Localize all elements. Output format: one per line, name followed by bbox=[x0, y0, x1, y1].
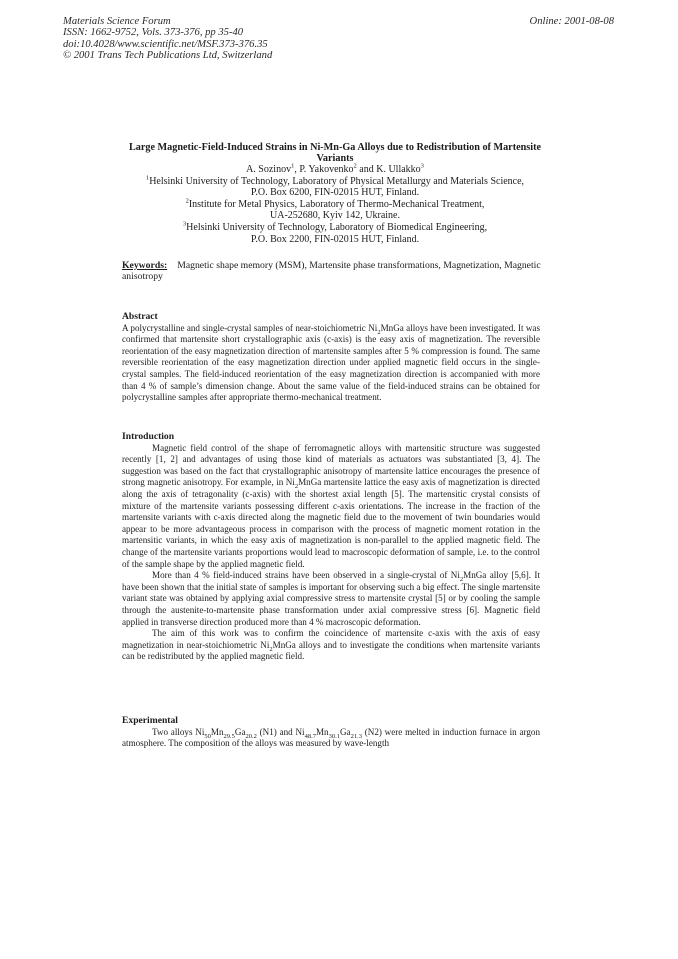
affiliation-1: $^1$Helsinki University of Technology, Laboratory of Physical Metallurgy and Materials Science, bbox=[145, 174, 525, 187]
paper-title: Large Magnetic-Field-Induced Strains in Ni-Mn-Ga Alloys due to Redistribution of Martensite Variants bbox=[128, 142, 541, 165]
abstract-section bbox=[122, 311, 540, 404]
author-3: K. Ullakko bbox=[376, 164, 421, 175]
intro-paragraph-1: Magnetic field control of the shape of ferromagnetic alloys with martensitic structure was suggested recently [1, 2] and advantages of using those kind of materials as actuators was substantiated [3, 4]. The suggestion was based on the fact that crystallographic anisotropy of martensite lattice encourages the presence of strong magnetic anisotropy. For example, in $Ni_2MnGa$ martensite lattice the easy axis of magnetization is directed along the axis of tetragonality (c-axis) with the shortest axial length [5]. The martensitic crystal consists of mixture of the martensite variants possessing different c-axis orientations. The increase in the fraction of the martensite variants with c-axis directed along the magnetic field due to the movement of twin boundaries would appear to be more advantageous process in comparison with the process of magnetic moment rotation in the martensitic variants, in which the easy axis of magnetization is non-parallel to the applied magnetic field. The change of the martensite variants proportions would lead to macroscopic deformation of sample, i.e. to the control of the sample shape by the applied magnetic field. bbox=[122, 442, 540, 569]
keywords-text: Magnetic shape memory (MSM), Martensite phase transformations, Magnetization, Magnetic anisotropy bbox=[122, 260, 541, 283]
keywords bbox=[122, 260, 554, 283]
journal-header bbox=[63, 16, 272, 61]
introduction-section bbox=[122, 431, 540, 663]
experimental-heading: Experimental bbox=[122, 715, 178, 726]
author-1: A. Sozinov bbox=[246, 164, 292, 175]
intro-paragraph-2: More than 4 % field-induced strains have been observed in a single-crystal of $Ni_2MnGa$ alloy [5,6]. It have been shown that the initial state of samples is important for observing such a big effect. The single martensite variant state was obtained by applying axial compressive stress to martensite crystal [5] or by cooling the sample through the austenite-to-martensite phase transformation under axial compressive stress [6]. Magnetic field applied in transverse direction produced more than 4 % macroscopic deformation. bbox=[122, 570, 540, 627]
affiliation-3-address: P.O. Box 2200, FIN-02015 HUT, Finland. bbox=[250, 233, 420, 245]
issn-line: ISSN: 1662-9752, Vols. 373-376, pp 35-40 bbox=[63, 27, 244, 39]
online-date: Online: 2001-08-08 bbox=[529, 16, 614, 27]
keywords-label: Keywords: bbox=[122, 260, 168, 271]
affiliation-2: $^2$Institute for Metal Physics, Laboratory of Thermo-Mechanical Treatment, bbox=[185, 197, 485, 210]
abstract-heading: Abstract bbox=[122, 311, 158, 322]
experimental-paragraph: Two alloys $Ni_{50}Mn_{29.5}Ga_{20.2}$ (N1) and $Ni_{48.7}Mn_{30.1}Ga_{21.3}$ (N2) were melted in induction furnace in argon atmosphere. The composition of the alloys was measured by wave-length bbox=[122, 726, 540, 749]
experimental-section bbox=[122, 715, 540, 750]
affiliation-1-address: P.O. Box 6200, FIN-02015 HUT, Finland. bbox=[250, 187, 420, 199]
author-line: A. Sozinov$^1$, P. Yakovenko$^2$ and K. Ullakko$^3$ bbox=[246, 162, 424, 175]
journal-name: Materials Science Forum bbox=[63, 16, 171, 27]
affiliation-2-address: UA-252680, Kyiv 142, Ukraine. bbox=[270, 210, 400, 222]
abstract-text: A polycrystalline and single-crystal samples of near-stoichiometric $Ni_2MnGa$ alloys have been investigated. It was confirmed that martensite short crystallographic axis (c-axis) is the easy axis of magnetization. The reversible reorientation of the easy magnetization direction of martensite samples after 5 % compression is found. The same reversible reorientation of the easy magnetization direction under applied magnetic field occurs in the single-crystal samples. The field-induced reorientation of the easy magnetization direction is accompanied with more than 4 % of sample’s dimension change. About the same value of the field-induced strains can be obtained for polycrystalline samples after appropriate thermo-mechanical treatment. bbox=[122, 322, 541, 403]
authors-block bbox=[100, 164, 570, 245]
author-2: P. Yakovenko bbox=[299, 164, 354, 175]
copyright-line: © 2001 Trans Tech Publications Ltd, Switzerland bbox=[63, 49, 273, 61]
intro-paragraph-3: The aim of this work was to confirm the coincidence of martensite c-axis with the axis of easy magnetization in near-stoichiometric $Ni_2MnGa$ alloys and to investigate the conditions when martensite variants can be redistributed by the applied magnetic field. bbox=[122, 628, 540, 662]
introduction-heading: Introduction bbox=[122, 431, 175, 442]
doi-line[interactable]: doi:10.4028/www.scientific.net/MSF.373-376.35 bbox=[63, 38, 268, 50]
affiliation-3: $^3$Helsinki University of Technology, Laboratory of Biomedical Engineering, bbox=[182, 220, 488, 233]
